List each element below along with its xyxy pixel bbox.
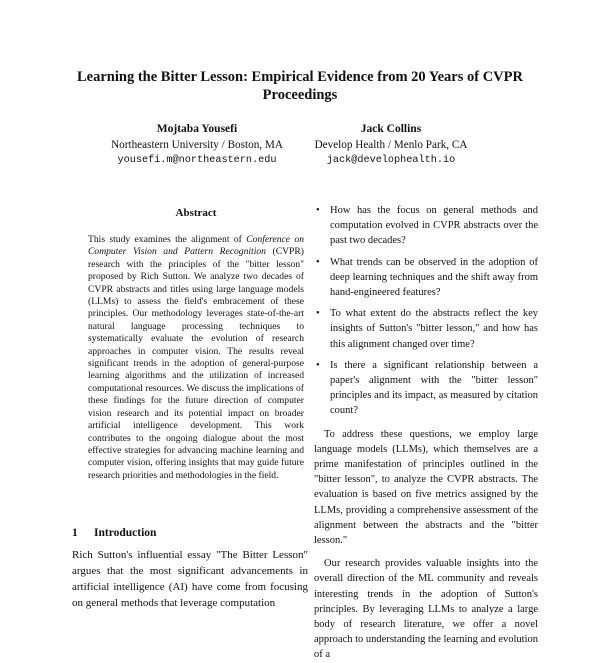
list-item-text: How has the focus on general methods and computation evolved in CVPR abstracts over the past two decades? [330,205,538,247]
bullet-icon: • [316,308,320,320]
abstract-text-part1: This study examines the alignment of [88,234,247,245]
author-affiliation: Develop Health / Menlo Park, CA [314,139,468,151]
section-title: Introduction [94,527,157,539]
right-column [314,203,538,663]
list-item-text: Is there a significant relationship between a paper's alignment with the "bitter lesson" principles and its impact, as measured by citation count? [330,359,538,417]
section-heading-introduction [72,527,312,539]
abstract-text [88,234,304,482]
section-number: 1 [72,527,78,539]
list-item-text: To what extent do the abstracts reflect the key insights of Sutton's "bitter lesson," and how has this alignment changed over time? [330,308,538,350]
list-item [314,203,538,249]
list-item-text: What trends can be observed in the adoption of deep learning techniques and the shift away from hand-engineered features? [330,256,538,299]
body-paragraph: To address these questions, we employ large language models (LLMs), which themselves are a prime manifestation of principles outlined in the "bitter lesson", to analyze the CVPR abstracts. The evaluation is based on five metrics assigned by the LLMs, providing a comprehensive assessment of the alignment between the abstracts and the "bitter lesson." [314,428,538,547]
bullet-icon: • [316,359,320,371]
bullet-icon: • [316,205,320,216]
paper-title: Learning the Bitter Lesson: Empirical Evidence from 20 Years of CVPR Proceedings [77,69,523,103]
research-questions-list [314,203,538,419]
author-name: Jack Collins [360,123,422,135]
introduction-text: Rich Sutton's influential essay "The Bitter Lesson" argues that the most significant advancements in artificial intelligence (AI) have come from focusing on general methods that leverage computation [72,549,308,609]
body-paragraph: Our research provides valuable insights into the overall direction of the ML community and reveals interesting trends in the adoption of Sutton's principles. By leveraging LLMs to analyze a large body of research literature, we offer a novel approach to understanding the learning and evolution of a [314,558,538,661]
list-item [314,358,538,419]
author-email: yousefi.m@northeastern.edu [117,155,277,166]
list-item [314,306,538,352]
abstract-heading: Abstract [175,207,217,219]
author-email: jack@develophealth.io [326,155,456,166]
abstract-text-part2: (CVPR) research with the principles of the "bitter lesson" proposed by Rich Sutton. We analyze two decades of CVPR abstracts and titles using large language models (LLMs) to assess the field's embracement of these principles. Our methodology leverages state-of-the-art natural language processing techniques to systematically evaluate the evolution of research approaches in computer vision. The results reveal significant trends in the adoption of general-purpose learning algorithms and the utilization of increased computational resources. We discuss the implications of these findings for the future direction of computer vision research and its potential impact on broader artificial intelligence development. This work contributes to the ongoing dialogue about the most effective strategies for advancing machine learning and computer vision, offering insights that may guide future research priorities and methodologies in the field. [88,246,304,481]
abstract-venue-italic: Conference on Computer Vision and Pattern Recognition [88,234,305,258]
author-name: Mojtaba Yousefi [156,123,238,135]
author-block-2 [298,121,484,169]
author-block-1 [92,121,302,169]
list-item [314,255,538,301]
bullet-icon: • [316,256,320,268]
author-affiliation: Northeastern University / Boston, MA [111,139,283,151]
